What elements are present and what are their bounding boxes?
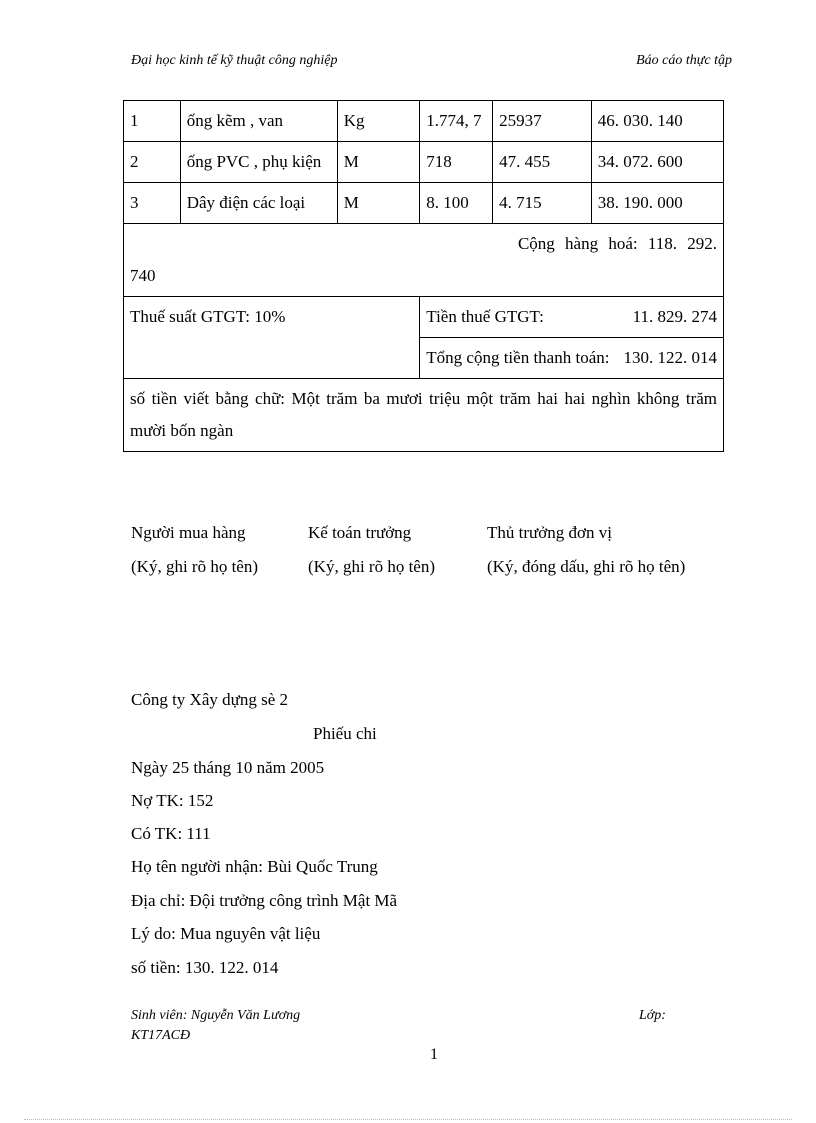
amount-in-words: số tiền viết bằng chữ: Một trăm ba mươi triệu một trăm hai hai nghìn không trăm mười bốn ngàn [124, 379, 724, 452]
grand-total-value: 130. 122. 014 [623, 348, 717, 367]
signature-title: Kế toán trưởng [308, 523, 412, 542]
voucher-date: Ngày 25 tháng 10 năm 2005 [131, 758, 325, 777]
vat-amount-label: Tiền thuế GTGT: [426, 307, 544, 326]
table-row [124, 142, 724, 183]
item-unit: Kg [337, 101, 420, 142]
item-quantity: 1.774, 7 [420, 101, 493, 142]
item-amount: 38. 190. 000 [591, 183, 723, 224]
vat-rate: Thuế suất GTGT: 10% [124, 297, 420, 379]
total-goods-cell [124, 224, 724, 297]
item-unit: M [337, 183, 420, 224]
signature-note: (Ký, ghi rõ họ tên) [131, 557, 259, 576]
item-price: 47. 455 [493, 142, 592, 183]
signature-head-of-unit [487, 516, 685, 584]
signature-title: Người mua hàng [131, 523, 246, 542]
voucher-amount: số tiền: 130. 122. 014 [131, 958, 279, 977]
item-quantity: 718 [420, 142, 493, 183]
item-amount: 34. 072. 600 [591, 142, 723, 183]
grand-total-label: Tổng cộng tiền thanh toán: [426, 348, 610, 367]
item-price: 25937 [493, 101, 592, 142]
voucher-address: Địa chỉ: Đội trưởng công trình Mật Mã [131, 891, 398, 910]
footer-class-value: KT17ACĐ [131, 1028, 191, 1043]
voucher-title: Phiếu chi [313, 724, 377, 743]
item-name: ống PVC , phụ kiện [180, 142, 337, 183]
signature-note: (Ký, ghi rõ họ tên) [308, 557, 436, 576]
signature-chief-accountant [308, 516, 435, 584]
item-price: 4. 715 [493, 183, 592, 224]
item-quantity: 8. 100 [420, 183, 493, 224]
voucher-debit-account: Nợ TK: 152 [131, 791, 214, 810]
header-report-title: Báo cáo thực tập [636, 53, 732, 68]
voucher-reason: Lý do: Mua nguyên vật liệu [131, 924, 321, 943]
voucher-company: Công ty Xây dựng sè 2 [131, 690, 289, 709]
footer-student: Sinh viên: Nguyễn Văn Lương [131, 1008, 301, 1023]
vat-amount-cell [420, 297, 724, 338]
footer-class-label: Lớp: [639, 1008, 666, 1023]
row-number: 2 [124, 142, 181, 183]
signature-buyer [131, 516, 258, 584]
total-goods-label: Cộng hàng hoá: 118. 292. [517, 234, 717, 253]
vat-amount-value: 11. 829. 274 [632, 307, 717, 326]
total-goods-row [124, 224, 724, 297]
table-row [124, 183, 724, 224]
table-row [124, 101, 724, 142]
signature-note: (Ký, đóng dấu, ghi rõ họ tên) [487, 557, 686, 576]
invoice-table [123, 100, 724, 452]
row-number: 1 [124, 101, 181, 142]
item-unit: M [337, 142, 420, 183]
voucher-recipient: Họ tên người nhận: Bùi Quốc Trung [131, 857, 378, 876]
vat-row [124, 297, 724, 338]
signature-title: Thủ trưởng đơn vị [487, 523, 612, 542]
page-number: 1 [430, 1046, 438, 1063]
page-divider [24, 1119, 792, 1120]
voucher-credit-account: Có TK: 111 [131, 824, 211, 843]
grand-total-cell [420, 338, 724, 379]
header-school: Đại học kinh tế kỹ thuật công nghiệp [131, 53, 338, 68]
item-name: Dây điện các loại [180, 183, 337, 224]
item-name: ống kẽm , van [180, 101, 337, 142]
amount-in-words-row [124, 379, 724, 452]
item-amount: 46. 030. 140 [591, 101, 723, 142]
total-goods-continuation: 740 [130, 266, 156, 285]
row-number: 3 [124, 183, 181, 224]
